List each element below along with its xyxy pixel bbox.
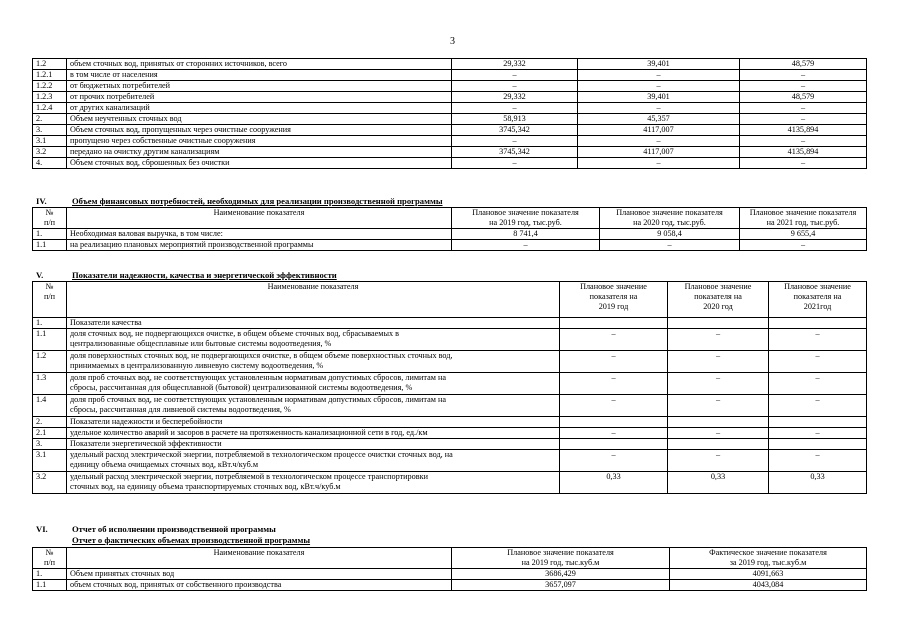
- value-2019: –: [452, 240, 600, 251]
- row-name: [67, 450, 560, 472]
- row-number: 3.2: [33, 472, 67, 494]
- table-header-row: [33, 548, 867, 569]
- table-row: [33, 70, 867, 81]
- value-2021: –: [769, 450, 867, 472]
- value-2021: –: [740, 114, 867, 125]
- section-number: V.: [36, 270, 44, 280]
- value-2020: –: [668, 329, 769, 351]
- row-number: 2.1: [33, 428, 67, 439]
- row-name-line2: единицу объема очищаемых сточных вод, кВт.ч/куб.м: [70, 460, 258, 469]
- value-2019: –: [560, 450, 668, 472]
- value-2019: 29,332: [452, 59, 578, 70]
- row-name: передано на очистку другим канализациям: [67, 147, 452, 158]
- row-name: Объем сточных вод, пропущенных через очистные сооружения: [67, 125, 452, 136]
- table-row: [33, 417, 867, 428]
- row-name-line1: Показатели энергетической эффективности: [70, 439, 222, 448]
- section-number: IV.: [36, 196, 47, 206]
- value-2020: 9 058,4: [600, 229, 740, 240]
- value-2020: –: [578, 158, 740, 169]
- value-2021: 48,579: [740, 59, 867, 70]
- row-name: [67, 439, 560, 450]
- row-name-line1: доля поверхностных сточных вод, не подвергающихся очистке, в общем объеме поверхностных сточных вод,: [70, 351, 453, 360]
- value-2020: –: [578, 103, 740, 114]
- value-2019: [560, 439, 668, 450]
- value-2021: –: [769, 373, 867, 395]
- section-title: Показатели надежности, качества и энергетической эффективности: [72, 270, 337, 280]
- header-name: Наименование показателя: [67, 282, 560, 318]
- value-2020: 39,401: [578, 92, 740, 103]
- value-plan: 3657,097: [452, 580, 670, 591]
- value-2021: [769, 318, 867, 329]
- value-2021: –: [740, 158, 867, 169]
- table-header-row: [33, 282, 867, 318]
- value-2019: 0,33: [560, 472, 668, 494]
- table-row: [33, 136, 867, 147]
- row-name: объем сточных вод, принятых от сторонних источников, всего: [67, 59, 452, 70]
- row-name: [67, 351, 560, 373]
- value-2021: –: [769, 351, 867, 373]
- production-report-table: [32, 547, 867, 591]
- header-num: № п/п: [33, 282, 67, 318]
- value-plan: 3686,429: [452, 569, 670, 580]
- header-num: № п/п: [33, 208, 67, 229]
- value-fact: 4091,663: [670, 569, 867, 580]
- value-2019: –: [560, 351, 668, 373]
- header-plan: Плановое значение показателя на 2019 год, тыс.куб.м: [452, 548, 670, 569]
- section-number: VI.: [36, 524, 48, 534]
- value-2020: 0,33: [668, 472, 769, 494]
- value-2021: 4135,894: [740, 125, 867, 136]
- table-row: [33, 329, 867, 351]
- header-2019: Плановое значение показателя на 2019 год, тыс.руб.: [452, 208, 600, 229]
- row-name: в том числе от населения: [67, 70, 452, 81]
- row-number: 1.: [33, 318, 67, 329]
- value-2019: 3745,342: [452, 125, 578, 136]
- value-2021: –: [769, 395, 867, 417]
- value-2021: –: [740, 240, 867, 251]
- row-name-line2: сбросы, рассчитанная для общесплавной (бытовой) централизованной системы водоотведения, %: [70, 383, 413, 392]
- row-name-line1: доля сточных вод, не подвергающихся очистке, в общем объеме сточных вод, сбрасываемых в: [70, 329, 399, 338]
- row-name-line1: доля проб сточных вод, не соответствующих установленным нормативам допустимых сбросов, лимитам на: [70, 395, 446, 404]
- row-name-line1: доля проб сточных вод, не соответствующих установленным нормативам допустимых сбросов, лимитам на: [70, 373, 446, 382]
- row-name: от бюджетных потребителей: [67, 81, 452, 92]
- value-2020: 45,357: [578, 114, 740, 125]
- value-2019: –: [452, 136, 578, 147]
- value-2021: –: [769, 329, 867, 351]
- row-name: [67, 329, 560, 351]
- value-2019: 3745,342: [452, 147, 578, 158]
- row-name: от других канализаций: [67, 103, 452, 114]
- value-2019: –: [452, 81, 578, 92]
- row-name-line1: удельный расход электрической энергии, потребляемой в технологическом процессе очистки сточных вод, на: [70, 450, 453, 459]
- table-row: [33, 114, 867, 125]
- value-2021: –: [740, 81, 867, 92]
- value-2020: –: [668, 395, 769, 417]
- table-row: [33, 450, 867, 472]
- value-2020: –: [668, 450, 769, 472]
- value-2020: [668, 439, 769, 450]
- section-6-subheading: [72, 535, 310, 545]
- section-title: Отчет об исполнении производственной программы: [72, 524, 276, 534]
- row-number: 2.: [33, 417, 67, 428]
- row-name: объем сточных вод, принятых от собственного производства: [67, 580, 452, 591]
- row-name-line1: Показатели надежности и бесперебойности: [70, 417, 223, 426]
- row-number: 1.2: [33, 351, 67, 373]
- value-2021: 4135,894: [740, 147, 867, 158]
- row-number: 4.: [33, 158, 67, 169]
- row-number: 2.: [33, 114, 67, 125]
- table-row: [33, 103, 867, 114]
- row-number: 1.3: [33, 373, 67, 395]
- value-2019: 29,332: [452, 92, 578, 103]
- row-name-line1: удельное количество аварий и засоров в расчете на протяженность канализационной сети в год, ед./км: [70, 428, 428, 437]
- table-row: [33, 373, 867, 395]
- header-2021: Плановое значение показателя на 2021год: [769, 282, 867, 318]
- row-number: 1.: [33, 569, 67, 580]
- section-subtitle: Отчет о фактических объемах производственной программы: [72, 535, 311, 545]
- row-name-line1: удельный расход электрической энергии, потребляемой в технологическом процессе транспортировки: [70, 472, 428, 481]
- value-2020: –: [578, 81, 740, 92]
- value-2021: 48,579: [740, 92, 867, 103]
- section-5-heading: [36, 270, 337, 280]
- value-2019: –: [452, 158, 578, 169]
- row-name: пропущено через собственные очистные сооружения: [67, 136, 452, 147]
- section-4-heading: [36, 196, 443, 206]
- header-num: № п/п: [33, 548, 67, 569]
- table-row: [33, 580, 867, 591]
- section-6-heading: [36, 524, 276, 534]
- table-row: [33, 395, 867, 417]
- row-name: от прочих потребителей: [67, 92, 452, 103]
- row-name: [67, 472, 560, 494]
- value-2020: –: [578, 136, 740, 147]
- value-2020: –: [668, 428, 769, 439]
- value-2019: 8 741,4: [452, 229, 600, 240]
- value-2019: [560, 318, 668, 329]
- table-row: [33, 92, 867, 103]
- row-name: [67, 318, 560, 329]
- row-name: на реализацию плановых мероприятий производственной программы: [67, 240, 452, 251]
- row-name: [67, 417, 560, 428]
- header-2021: Плановое значение показателя на 2021 год, тыс.руб.: [740, 208, 867, 229]
- row-number: 1.2.2: [33, 81, 67, 92]
- row-number: 1.2.4: [33, 103, 67, 114]
- row-number: 1.2.3: [33, 92, 67, 103]
- value-2019: –: [560, 428, 668, 439]
- value-2021: [769, 439, 867, 450]
- table-row: [33, 351, 867, 373]
- row-name-line2: централизованные общесплавные или бытовые системы водоотведения, %: [70, 339, 332, 348]
- value-2021: –: [740, 70, 867, 81]
- row-name-line2: сточных вод, на единицу объема транспортируемых сточных вод, кВт.ч/куб.м: [70, 482, 341, 491]
- financial-needs-table: [32, 207, 867, 251]
- row-number: 1.: [33, 229, 67, 240]
- reliability-indicators-table: [32, 281, 867, 494]
- value-2021: 9 655,4: [740, 229, 867, 240]
- header-fact: Фактическое значение показателя за 2019 год, тыс.куб.м: [670, 548, 867, 569]
- value-2020: –: [668, 351, 769, 373]
- table-row: [33, 59, 867, 70]
- value-2020: 39,401: [578, 59, 740, 70]
- table-row: [33, 439, 867, 450]
- value-fact: 4043,084: [670, 580, 867, 591]
- row-name: Объем сточных вод, сброшенных без очистки: [67, 158, 452, 169]
- table-row: [33, 229, 867, 240]
- value-2020: –: [578, 70, 740, 81]
- table-row: [33, 158, 867, 169]
- value-2019: –: [560, 329, 668, 351]
- table-row: [33, 428, 867, 439]
- value-2019: [560, 417, 668, 428]
- row-name-line2: сбросы, рассчитанная для ливневой системы водоотведения, %: [70, 405, 291, 414]
- value-2020: [668, 318, 769, 329]
- value-2019: –: [452, 70, 578, 81]
- header-2019: Плановое значение показателя на 2019 год: [560, 282, 668, 318]
- row-number: 3.1: [33, 136, 67, 147]
- row-name-line1: Показатели качества: [70, 318, 142, 327]
- value-2020: –: [668, 373, 769, 395]
- row-name: [67, 428, 560, 439]
- value-2020: [668, 417, 769, 428]
- value-2021: –: [740, 136, 867, 147]
- table-row: [33, 81, 867, 92]
- table-row: [33, 240, 867, 251]
- value-2020: –: [600, 240, 740, 251]
- value-2021: –: [769, 428, 867, 439]
- value-2019: 58,913: [452, 114, 578, 125]
- table-row: [33, 147, 867, 158]
- row-name: [67, 373, 560, 395]
- header-2020: Плановое значение показателя на 2020 год, тыс.руб.: [600, 208, 740, 229]
- row-number: 1.1: [33, 240, 67, 251]
- row-number: 1.4: [33, 395, 67, 417]
- row-number: 1.2: [33, 59, 67, 70]
- row-number: 1.1: [33, 580, 67, 591]
- row-number: 1.1: [33, 329, 67, 351]
- section-title: Объем финансовых потребностей, необходимых для реализации производственной программы: [72, 196, 443, 206]
- row-name: Необходимая валовая выручка, в том числе:: [67, 229, 452, 240]
- value-2021: [769, 417, 867, 428]
- value-2020: 4117,007: [578, 147, 740, 158]
- value-2019: –: [560, 373, 668, 395]
- value-2021: 0,33: [769, 472, 867, 494]
- table-header-row: [33, 208, 867, 229]
- row-name: Объем принятых сточных вод: [67, 569, 452, 580]
- value-2020: 4117,007: [578, 125, 740, 136]
- row-name-line2: принимаемых в централизованную ливневую систему водоотведения, %: [70, 361, 324, 370]
- wastewater-volume-table: [32, 58, 867, 169]
- row-number: 3.2: [33, 147, 67, 158]
- value-2021: –: [740, 103, 867, 114]
- page-number: 3: [450, 36, 455, 47]
- row-number: 3.1: [33, 450, 67, 472]
- header-name: Наименование показателя: [67, 548, 452, 569]
- table-row: [33, 472, 867, 494]
- table-row: [33, 125, 867, 136]
- header-name: Наименование показателя: [67, 208, 452, 229]
- table-row: [33, 318, 867, 329]
- row-number: 1.2.1: [33, 70, 67, 81]
- header-2020: Плановое значение показателя на 2020 год: [668, 282, 769, 318]
- row-number: 3.: [33, 439, 67, 450]
- table-row: [33, 569, 867, 580]
- row-name: Объем неучтенных сточных вод: [67, 114, 452, 125]
- row-name: [67, 395, 560, 417]
- value-2019: –: [452, 103, 578, 114]
- value-2019: –: [560, 395, 668, 417]
- row-number: 3.: [33, 125, 67, 136]
